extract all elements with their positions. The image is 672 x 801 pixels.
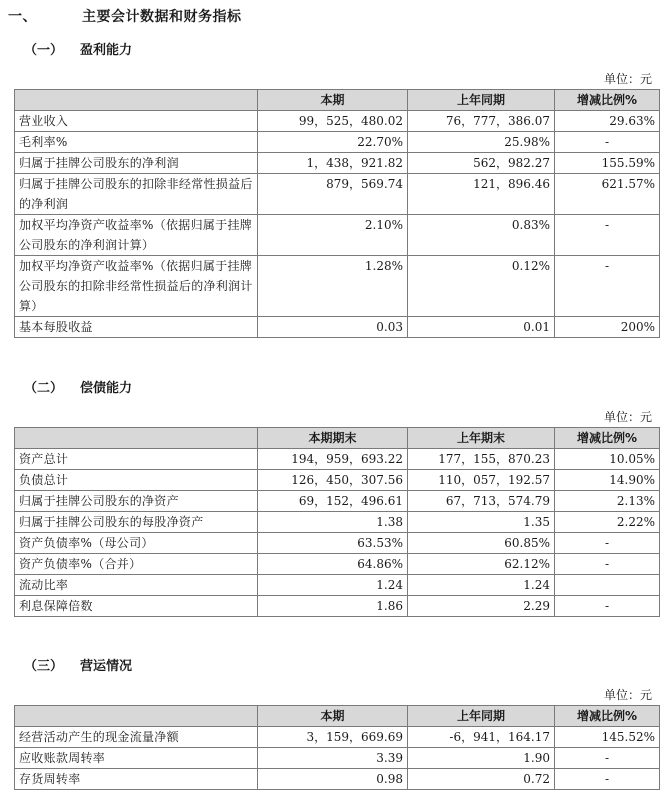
current-value: 1，438，921.82: [258, 153, 408, 174]
table-row: [15, 317, 660, 338]
row-label: 流动比率: [15, 575, 258, 596]
section-number: （三）: [24, 659, 64, 674]
unit-label: 单位：元: [603, 410, 652, 424]
previous-value: 76，777，386.07: [408, 111, 555, 132]
change-percent: -: [555, 748, 660, 769]
section-heading-operations: [24, 655, 132, 674]
previous-value: 562，982.27: [408, 153, 555, 174]
change-percent: 2.13%: [555, 491, 660, 512]
change-percent: -: [555, 769, 660, 790]
table-header-row: [15, 706, 660, 727]
change-percent: 2.22%: [555, 512, 660, 533]
table-row: [15, 512, 660, 533]
column-header: 本期: [258, 90, 408, 111]
unit-label: 单位：元: [603, 688, 652, 702]
change-percent: 14.90%: [555, 470, 660, 491]
column-header: 上年期末: [408, 428, 555, 449]
current-value: 22.70%: [258, 132, 408, 153]
table-row: [15, 153, 660, 174]
row-label: 负债总计: [15, 470, 258, 491]
row-label: 基本每股收益: [15, 317, 258, 338]
row-label: 资产负债率%（母公司）: [15, 533, 258, 554]
table-row: [15, 491, 660, 512]
table-row: [15, 470, 660, 491]
row-label: 加权平均净资产收益率%（依据归属于挂牌公司股东的净利润计算）: [15, 215, 258, 256]
row-label: 营业收入: [15, 111, 258, 132]
current-value: 99，525，480.02: [258, 111, 408, 132]
column-header: 增减比例%: [555, 706, 660, 727]
previous-value: 60.85%: [408, 533, 555, 554]
table-row: [15, 449, 660, 470]
row-label: 存货周转率: [15, 769, 258, 790]
current-value: 194，959，693.22: [258, 449, 408, 470]
table-row: [15, 748, 660, 769]
row-label: 资产总计: [15, 449, 258, 470]
current-value: 126，450，307.56: [258, 470, 408, 491]
change-percent: -: [555, 596, 660, 617]
section-number: （一）: [24, 43, 64, 58]
current-value: 69，152，496.61: [258, 491, 408, 512]
section-heading-profitability: [24, 39, 132, 58]
table-row: [15, 554, 660, 575]
change-percent: [555, 575, 660, 596]
column-header: [15, 90, 258, 111]
previous-value: 110，057，192.57: [408, 470, 555, 491]
change-percent: -: [555, 256, 660, 317]
main-heading: [8, 6, 242, 26]
table-row: [15, 174, 660, 215]
change-percent: -: [555, 132, 660, 153]
previous-value: 67，713，574.79: [408, 491, 555, 512]
table-row: [15, 132, 660, 153]
row-label: 资产负债率%（合并）: [15, 554, 258, 575]
table-row: [15, 727, 660, 748]
section-title: 营运情况: [80, 659, 133, 674]
previous-value: 0.83%: [408, 215, 555, 256]
previous-value: 0.12%: [408, 256, 555, 317]
current-value: 63.53%: [258, 533, 408, 554]
table-row: [15, 215, 660, 256]
previous-value: 2.29: [408, 596, 555, 617]
table-row: [15, 256, 660, 317]
section-number: （二）: [24, 381, 64, 396]
column-header: 上年同期: [408, 90, 555, 111]
change-percent: 29.63%: [555, 111, 660, 132]
current-value: 3，159，669.69: [258, 727, 408, 748]
main-heading-number: 一、: [8, 9, 37, 25]
previous-value: 1.90: [408, 748, 555, 769]
section-title: 偿债能力: [80, 381, 133, 396]
current-value: 1.24: [258, 575, 408, 596]
section-title: 盈利能力: [80, 43, 133, 58]
current-value: 64.86%: [258, 554, 408, 575]
previous-value: 121，896.46: [408, 174, 555, 215]
current-value: 3.39: [258, 748, 408, 769]
column-header: 增减比例%: [555, 90, 660, 111]
solvency-table: [14, 427, 660, 617]
change-percent: -: [555, 533, 660, 554]
row-label: 归属于挂牌公司股东的每股净资产: [15, 512, 258, 533]
row-label: 加权平均净资产收益率%（依据归属于挂牌公司股东的扣除非经常性损益后的净利润计算）: [15, 256, 258, 317]
previous-value: 25.98%: [408, 132, 555, 153]
table-row: [15, 575, 660, 596]
table-header-row: [15, 428, 660, 449]
current-value: 2.10%: [258, 215, 408, 256]
previous-value: 62.12%: [408, 554, 555, 575]
profitability-table: [14, 89, 660, 338]
change-percent: -: [555, 554, 660, 575]
previous-value: 177，155，870.23: [408, 449, 555, 470]
previous-value: 1.24: [408, 575, 555, 596]
change-percent: 10.05%: [555, 449, 660, 470]
change-percent: 145.52%: [555, 727, 660, 748]
row-label: 经营活动产生的现金流量净额: [15, 727, 258, 748]
table-row: [15, 111, 660, 132]
current-value: 1.28%: [258, 256, 408, 317]
change-percent: 200%: [555, 317, 660, 338]
table-header-row: [15, 90, 660, 111]
column-header: [15, 706, 258, 727]
column-header: [15, 428, 258, 449]
row-label: 归属于挂牌公司股东的扣除非经常性损益后的净利润: [15, 174, 258, 215]
operations-table: [14, 705, 660, 790]
unit-label: 单位：元: [603, 72, 652, 86]
column-header: 上年同期: [408, 706, 555, 727]
current-value: 1.38: [258, 512, 408, 533]
table-row: [15, 596, 660, 617]
current-value: 1.86: [258, 596, 408, 617]
column-header: 本期期末: [258, 428, 408, 449]
row-label: 归属于挂牌公司股东的净资产: [15, 491, 258, 512]
change-percent: 621.57%: [555, 174, 660, 215]
column-header: 本期: [258, 706, 408, 727]
change-percent: 155.59%: [555, 153, 660, 174]
table-row: [15, 533, 660, 554]
row-label: 归属于挂牌公司股东的净利润: [15, 153, 258, 174]
section-heading-solvency: [24, 377, 132, 396]
row-label: 毛利率%: [15, 132, 258, 153]
main-heading-title: 主要会计数据和财务指标: [82, 9, 242, 25]
previous-value: -6，941，164.17: [408, 727, 555, 748]
row-label: 应收账款周转率: [15, 748, 258, 769]
row-label: 利息保障倍数: [15, 596, 258, 617]
table-row: [15, 769, 660, 790]
current-value: 879，569.74: [258, 174, 408, 215]
previous-value: 0.01: [408, 317, 555, 338]
change-percent: -: [555, 215, 660, 256]
current-value: 0.03: [258, 317, 408, 338]
previous-value: 1.35: [408, 512, 555, 533]
current-value: 0.98: [258, 769, 408, 790]
column-header: 增减比例%: [555, 428, 660, 449]
previous-value: 0.72: [408, 769, 555, 790]
